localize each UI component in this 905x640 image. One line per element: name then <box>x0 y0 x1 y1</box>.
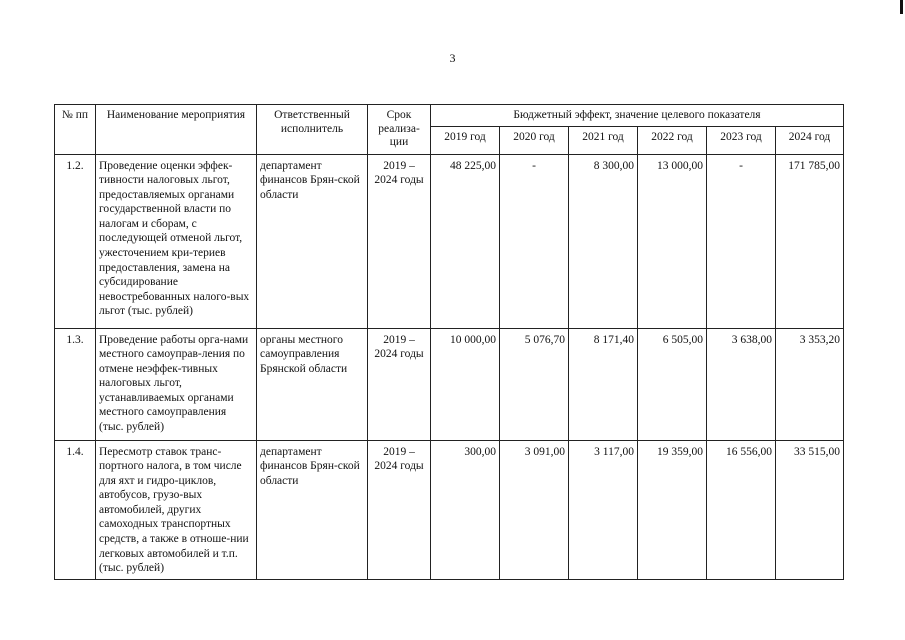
row-term: 2019 – 2024 годы <box>368 440 431 579</box>
row-executor: департамент финансов Брян-ской области <box>257 154 368 328</box>
header-row <box>55 105 844 127</box>
row-value: 3 117,00 <box>569 440 638 579</box>
row-value: 16 556,00 <box>707 440 776 579</box>
row-measure-name: Пересмотр ставок транс-портного налога, в том числе для яхт и гидро-циклов, автобусов, грузо-вых автомобилей, других самоходных транспортных средств, а также в отноше-нии легковых автомобилей и т.п. (тыс. рублей) <box>96 440 257 579</box>
row-value: 5 076,70 <box>500 328 569 440</box>
row-value: 3 638,00 <box>707 328 776 440</box>
row-value: 171 785,00 <box>776 154 844 328</box>
budget-effect-table <box>54 104 844 580</box>
table-row <box>55 154 844 328</box>
row-value: - <box>500 154 569 328</box>
row-number: 1.4. <box>55 440 96 579</box>
row-value: 33 515,00 <box>776 440 844 579</box>
header-budget-effect: Бюджетный эффект, значение целевого показателя <box>431 105 844 127</box>
page-number: 3 <box>449 51 456 65</box>
header-year: 2019 год <box>431 126 500 154</box>
row-number: 1.3. <box>55 328 96 440</box>
header-year: 2021 год <box>569 126 638 154</box>
row-value: 10 000,00 <box>431 328 500 440</box>
scan-edge-mark <box>900 0 903 14</box>
row-term: 2019 – 2024 годы <box>368 328 431 440</box>
header-term: Срок реализа-ции <box>368 105 431 155</box>
header-year: 2023 год <box>707 126 776 154</box>
table-row <box>55 440 844 579</box>
row-executor: департамент финансов Брян-ской области <box>257 440 368 579</box>
row-measure-name: Проведение работы орга-нами местного самоуправ-ления по отмене неэффек-тивных налоговых льгот, устанавливаемых органами местного самоуправления (тыс. рублей) <box>96 328 257 440</box>
row-value: 13 000,00 <box>638 154 707 328</box>
row-value: 3 353,20 <box>776 328 844 440</box>
row-value: - <box>707 154 776 328</box>
row-value: 19 359,00 <box>638 440 707 579</box>
header-year: 2024 год <box>776 126 844 154</box>
header-executor: Ответственный исполнитель <box>257 105 368 155</box>
row-value: 8 171,40 <box>569 328 638 440</box>
header-year: 2020 год <box>500 126 569 154</box>
row-executor: органы местного самоуправления Брянской области <box>257 328 368 440</box>
row-term: 2019 – 2024 годы <box>368 154 431 328</box>
header-year: 2022 год <box>638 126 707 154</box>
row-value: 300,00 <box>431 440 500 579</box>
row-value: 6 505,00 <box>638 328 707 440</box>
row-value: 3 091,00 <box>500 440 569 579</box>
row-value: 48 225,00 <box>431 154 500 328</box>
row-measure-name: Проведение оценки эффек-тивности налоговых льгот, предоставляемых органами государственной власти по налогам и сборам, с последующей отменой льгот, ужесточением кри-териев предоставления, замена на субсидирование невостребованных налого-вых льгот (тыс. рублей) <box>96 154 257 328</box>
row-value: 8 300,00 <box>569 154 638 328</box>
header-name: Наименование мероприятия <box>96 105 257 155</box>
table-row <box>55 328 844 440</box>
row-number: 1.2. <box>55 154 96 328</box>
header-num: № пп <box>55 105 96 155</box>
